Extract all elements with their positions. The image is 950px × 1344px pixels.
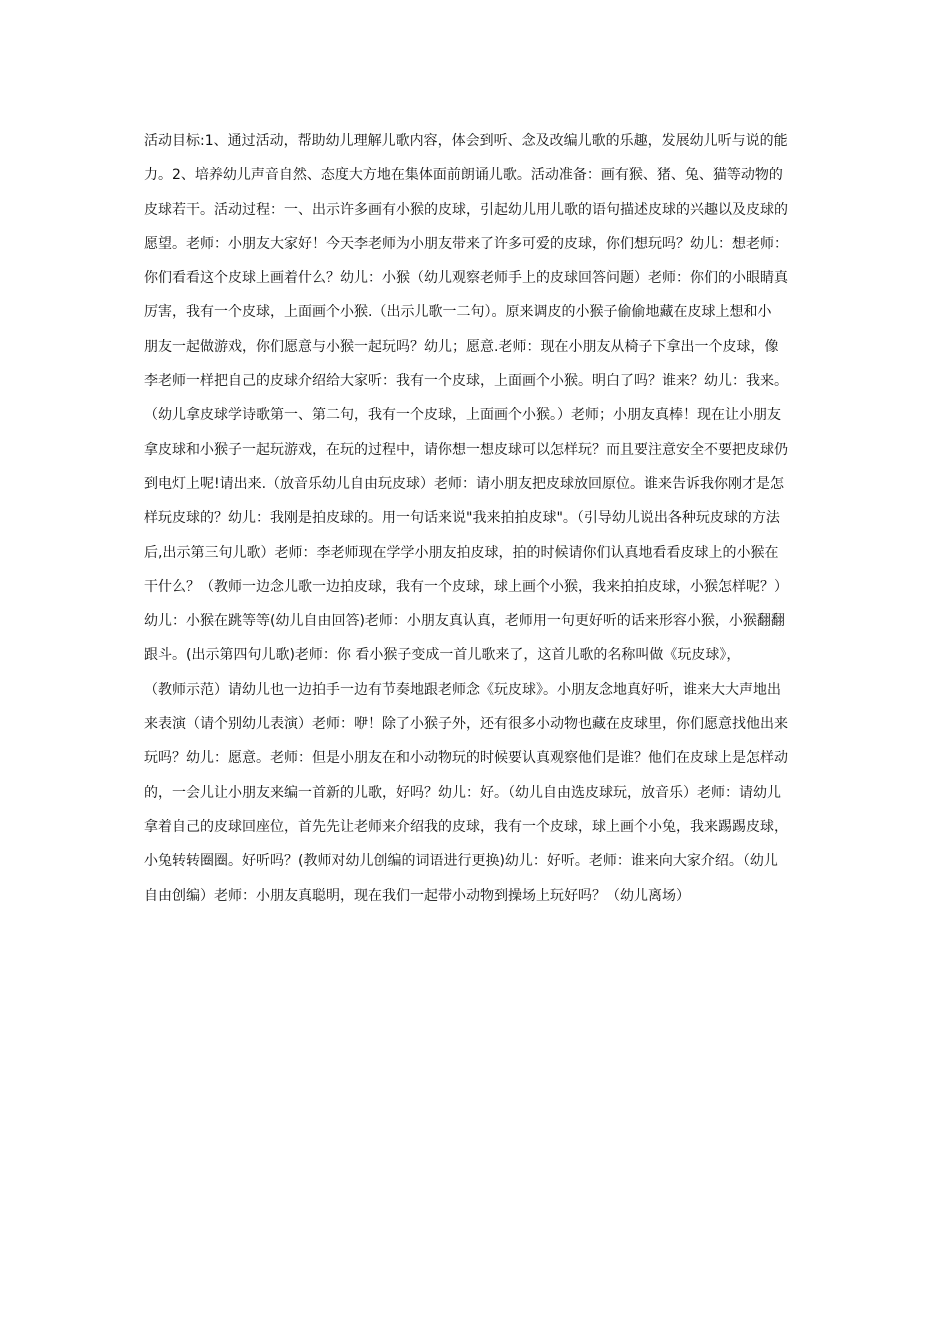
text-line: 玩吗？幼儿：愿意。老师：但是小朋友在和小动物玩的时候要认真观察他们是谁？他们在皮球上是怎样动 [144,750,788,767]
text-line: 拿着自己的皮球回座位，首先先让老师来介绍我的皮球，我有一个皮球，球上画个小兔，我来踢踢皮球， [144,818,788,835]
text-line: （教师示范）请幼儿也一边拍手一边有节奏地跟老师念《玩皮球》。小朋友念地真好听，谁来大大声地出 [144,681,781,698]
text-line: 幼儿：小猴在跳等等(幼儿自由回答)老师：小朋友真认真，老师用一句更好听的话来形容小猴，小猴翻翻 [144,613,785,630]
text-line: 跟斗。(出示第四句儿歌)老师：你 看小猴子变成一首儿歌来了，这首儿歌的名称叫做《玩皮球》， [144,647,741,664]
text-line: 小兔转转圈圈。好听吗？(教师对幼儿创编的词语进行更换)幼儿：好听。老师：谁来向大家介绍。（幼儿 [144,853,778,870]
document-body [144,124,806,913]
text-line: 自由创编）老师：小朋友真聪明，现在我们一起带小动物到操场上玩好吗？（幼儿离场） [144,887,690,904]
text-line: 干什么？（教师一边念儿歌一边拍皮球，我有一个皮球，球上画个小猴，我来拍拍皮球，小猴怎样呢？） [144,578,788,595]
text-line: 到电灯上呢!请出来.（放音乐幼儿自由玩皮球）老师：请小朋友把皮球放回原位。谁来告诉我你刚才是怎 [144,475,785,492]
text-line: 样玩皮球的？幼儿：我刚是拍皮球的。用一句话来说"我来拍拍皮球"。（引导幼儿说出各种玩皮球的方法 [144,510,780,527]
text-line: 活动目标:1、通过活动，帮助幼儿理解儿歌内容，体会到听、念及改编儿歌的乐趣，发展幼儿听与说的能 [144,133,788,149]
text-line: 你们看看这个皮球上画着什么？幼儿：小猴（幼儿观察老师手上的皮球回答问题）老师：你们的小眼睛真 [144,270,788,287]
text-line: 愿望。老师：小朋友大家好！今天李老师为小朋友带来了许多可爱的皮球，你们想玩吗？幼儿：想老师： [144,235,788,252]
text-line: 的，一会儿让小朋友来编一首新的儿歌，好吗？幼儿：好。（幼儿自由选皮球玩，放音乐）老师：请幼儿 [144,784,781,801]
text-line: 皮球若干。活动过程：一、出示许多画有小猴的皮球，引起幼儿用儿歌的语句描述皮球的兴趣以及皮球的 [144,201,788,218]
text-line: 朋友一起做游戏，你们愿意与小猴一起玩吗？幼儿；愿意.老师：现在小朋友从椅子下拿出一个皮球，像 [144,338,779,355]
text-line: 拿皮球和小猴子一起玩游戏，在玩的过程中，请你想一想皮球可以怎样玩？而且要注意安全不要把皮球仍 [144,441,788,458]
text-line: 厉害，我有一个皮球，上面画个小猴.（出示儿歌一二句）。原来调皮的小猴子偷偷地藏在皮球上想和小 [144,304,772,321]
text-line: 李老师一样把自己的皮球介绍给大家听：我有一个皮球，上面画个小猴。明白了吗？谁来？幼儿：我来。 [144,373,788,390]
text-line: （幼儿拿皮球学诗歌第一、第二句，我有一个皮球，上面画个小猴。）老师；小朋友真棒！现在让小朋友 [144,407,781,424]
text-line: 来表演（请个别幼儿表演）老师：咿！除了小猴子外，还有很多小动物也藏在皮球里，你们愿意找他出来 [144,716,788,733]
text-line: 力。2、培养幼儿声音自然、态度大方地在集体面前朗诵儿歌。活动准备：画有猴、猪、兔、猫等动物的 [144,167,783,184]
text-line: 后,出示第三句儿歌）老师：李老师现在学学小朋友拍皮球，拍的时候请你们认真地看看皮球上的小猴在 [144,544,779,561]
